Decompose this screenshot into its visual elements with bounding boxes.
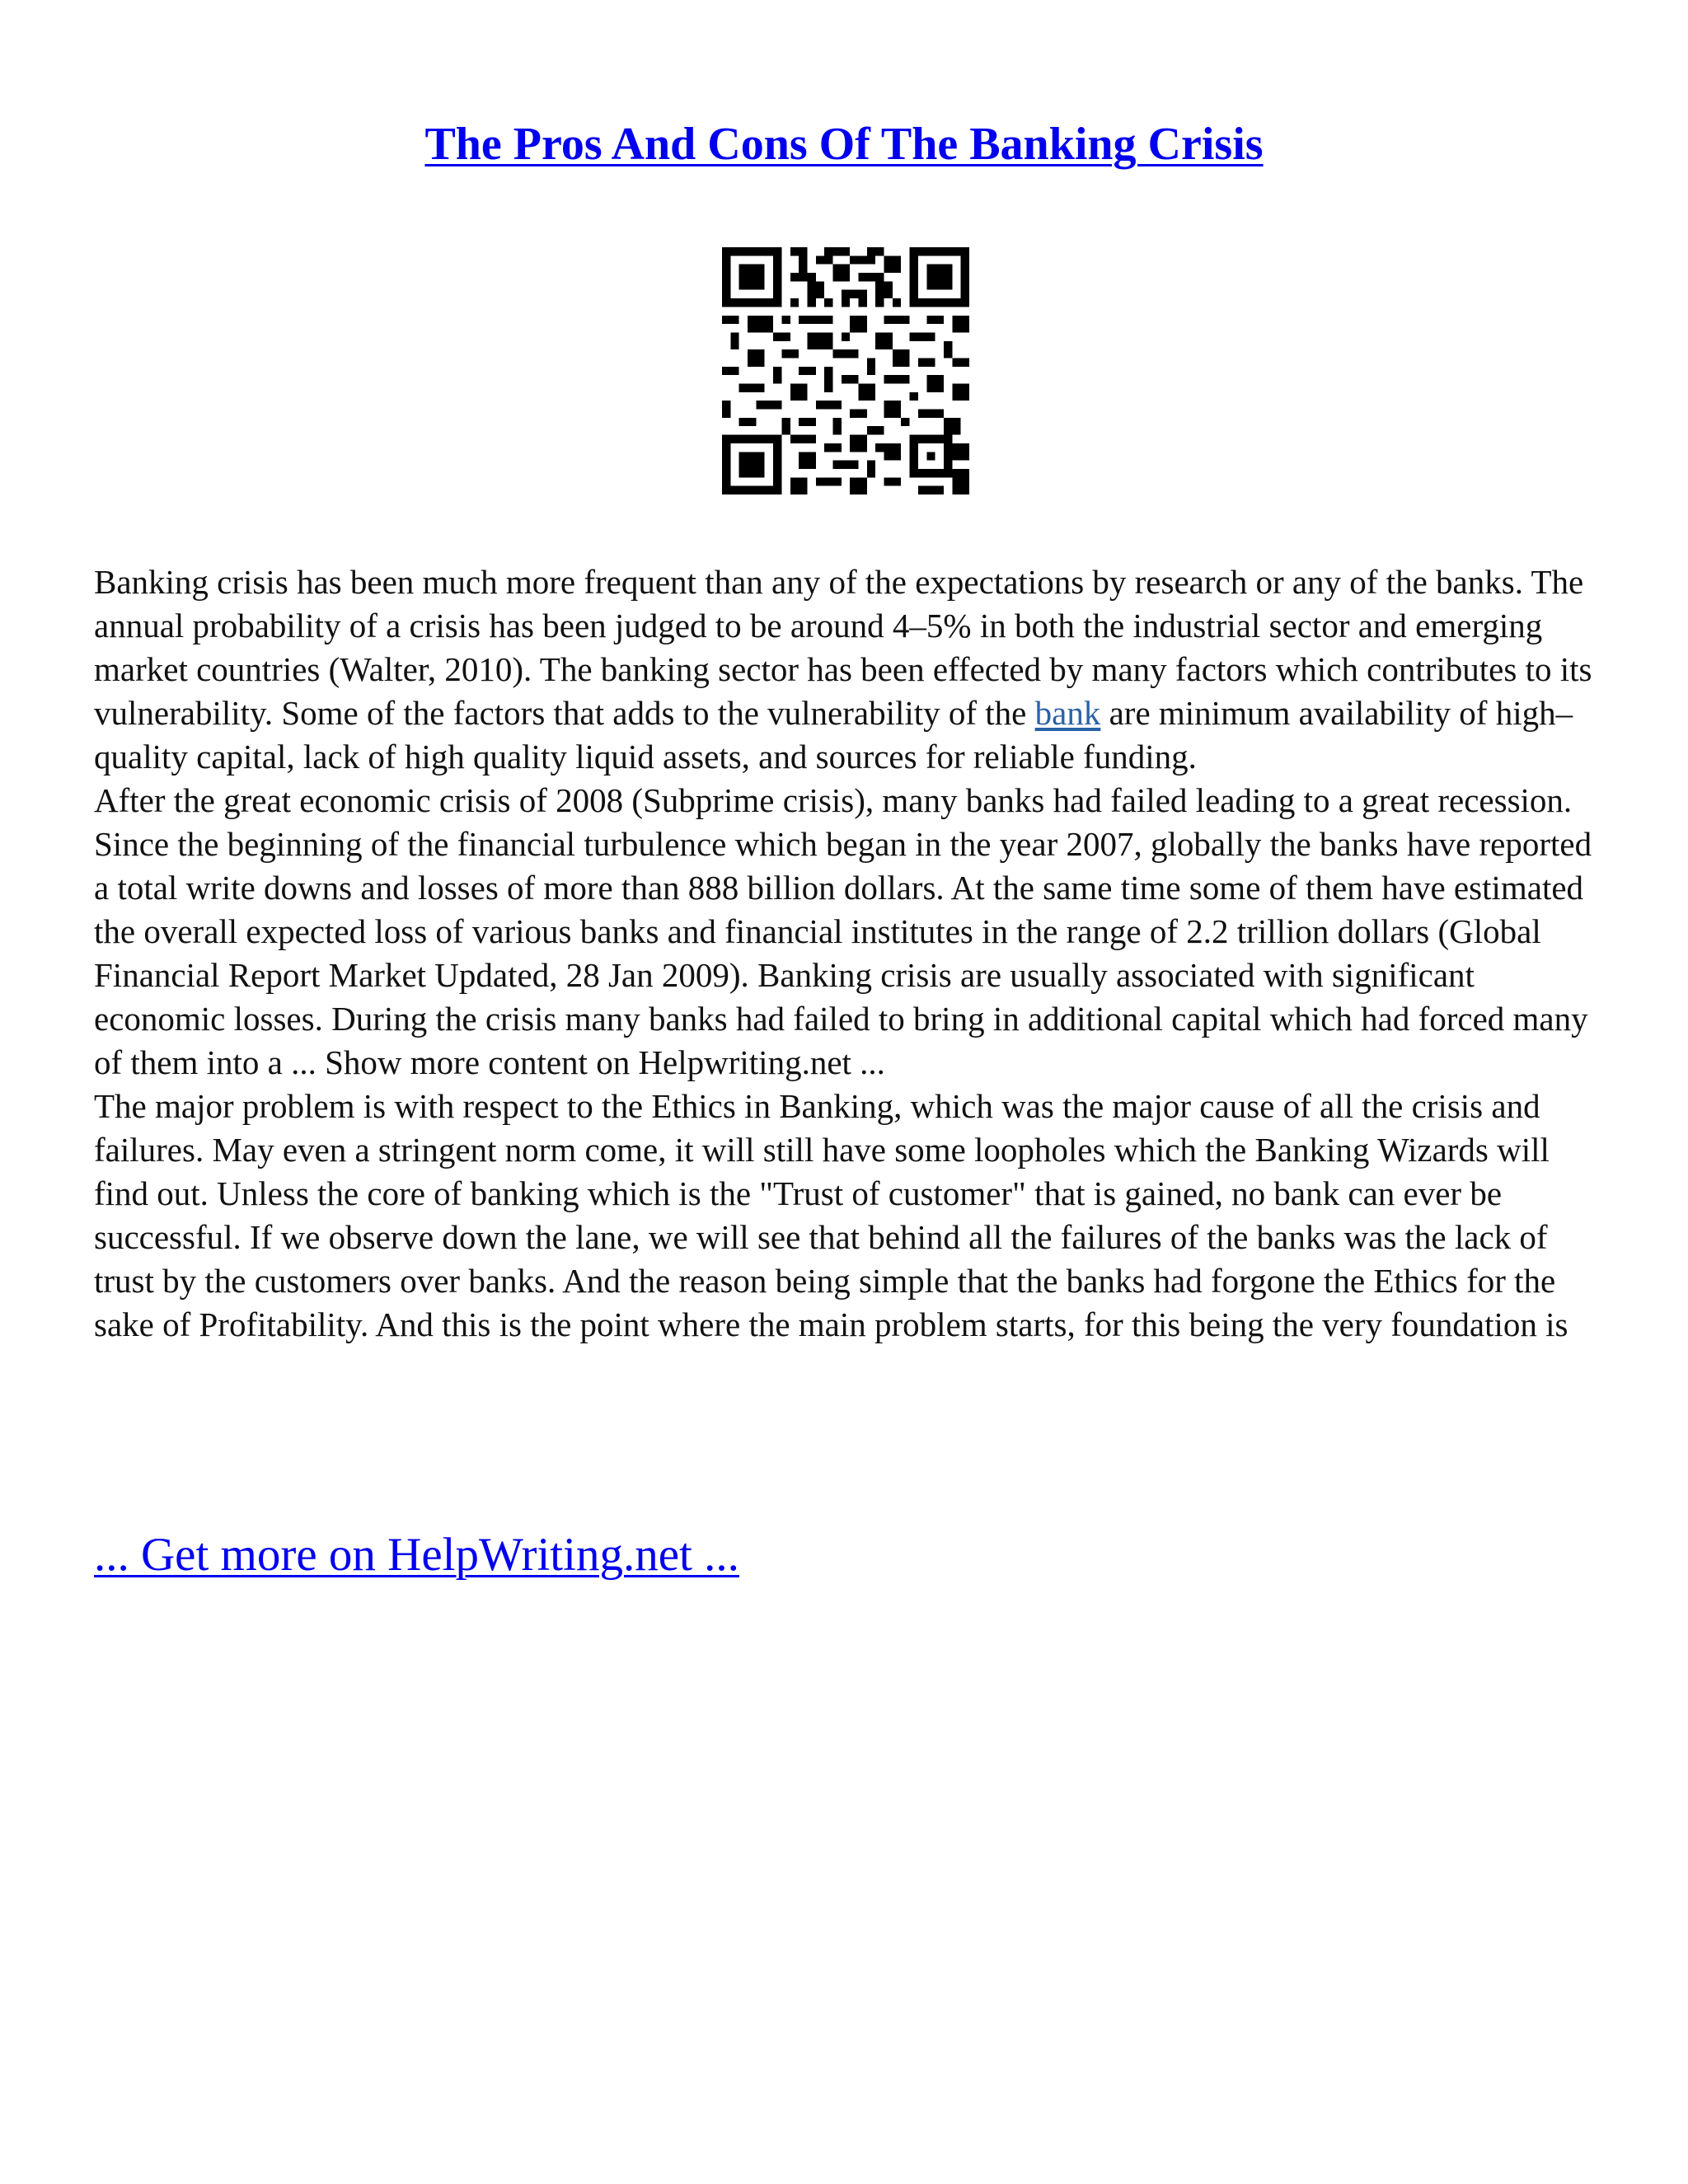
qr-code-icon — [722, 247, 969, 494]
bank-link[interactable]: bank — [1034, 694, 1101, 732]
paragraph-3: The major problem is with respect to the Ethics in Banking, which was the major cause of all the crisis and failures. May even a stringent norm come, it will still have some loopholes which the Banking Wizards will find out. Unless the core of banking which is the "Trust of customer" that is gained, no bank can ever be successful. If we observe down the lane, we will see that behind all the failures of the banks was the lack of trust by the customers over banks. And the reason being simple that the banks had forgone the Ethics for the sake of Profitability. And this is the point where the main problem starts, for this being the very foundation is — [94, 1087, 1568, 1343]
paragraph-1-text-end: are minimum availability of high–quality capital, lack of high quality liquid assets, and sources for reliable funding. — [94, 694, 1573, 776]
paragraph-1-text-start: Banking crisis has been much more frequent than any of the expectations by research or any of the banks. The annual probability of a crisis has been judged to be around 4–5% in both the industrial sector and emerging market countries (Walter, 2010). The banking sector has been effected by many factors which contributes to its vulnerability. Some of the factors that adds to the vulnerability of the — [94, 563, 1592, 732]
paragraph-1 — [94, 560, 1611, 779]
get-more-link[interactable]: ... Get more on HelpWriting.net ... — [94, 1529, 739, 1581]
article-body — [94, 560, 1611, 1347]
paragraph-2: After the great economic crisis of 2008 (Subprime crisis), many banks had failed leading to a great recession. Since the beginning of the financial turbulence which began in the year 2007, globally the banks have reported a total write downs and losses of more than 888 billion dollars. At the same time some of them have estimated the overall expected loss of various banks and financial institutes in the range of 2.2 trillion dollars (Global Financial Report Market Updated, 28 Jan 2009). Banking crisis are usually associated with significant economic losses. During the crisis many banks had failed to bring in additional capital which had forced many of them into a ... Show more content on Helpwriting.net ... — [94, 781, 1592, 1081]
page-title — [0, 115, 1688, 173]
title-link[interactable]: The Pros And Cons Of The Banking Crisis — [424, 119, 1264, 170]
